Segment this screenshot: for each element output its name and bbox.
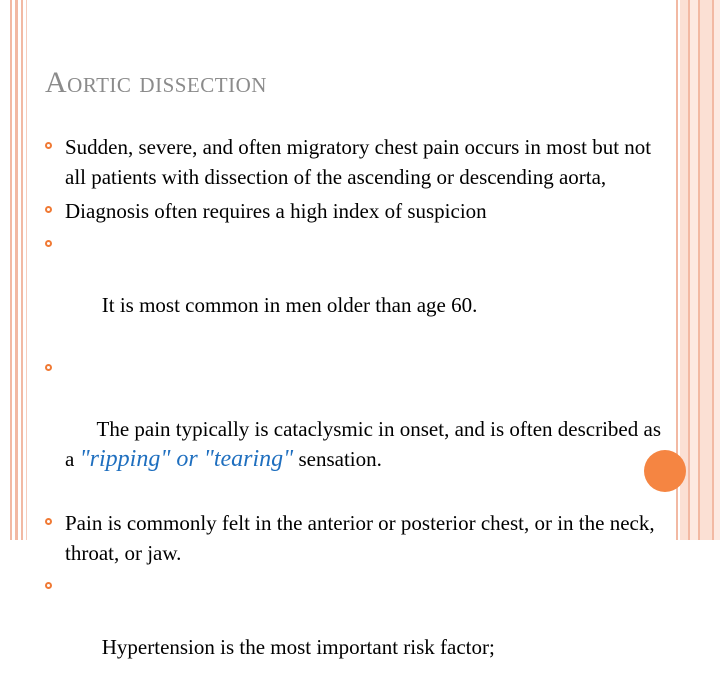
bullet-icon (45, 206, 52, 213)
emphasis-text: "ripping" or "tearing" (79, 446, 294, 472)
bullet-text: Pain is commonly felt in the anterior or posterior chest, or in the neck, throat, or jaw. (65, 511, 655, 565)
bullet-icon (45, 142, 52, 149)
bullet-icon (45, 518, 52, 525)
bullet-icon (45, 582, 52, 589)
bullet-item (44, 508, 664, 568)
slide-title: Aortic dissection (45, 66, 267, 99)
bullet-icon (45, 240, 52, 247)
bullet-text-before: The pain typically is cataclysmic in onset, and is often described as a (65, 417, 667, 471)
bullet-text: Sudden, severe, and often migratory chest pain occurs in most but not all patients with dissection of the ascending or descending aorta, (65, 135, 652, 189)
left-decoration (0, 0, 36, 540)
bullet-item (44, 196, 664, 226)
bullet-text: Diagnosis often requires a high index of suspicion (65, 199, 487, 223)
bullet-text: It is most common in men older than age 60. (96, 293, 478, 317)
bullet-list (44, 132, 667, 696)
accent-circle (644, 450, 686, 492)
bullet-text: Hypertension is the most important risk factor; (96, 635, 495, 659)
bullet-item (44, 230, 664, 350)
bullet-icon (45, 364, 52, 371)
bullet-item (44, 132, 664, 192)
bullet-text-after: sensation. (293, 447, 382, 471)
bullet-item (44, 354, 667, 504)
bullet-item (44, 572, 664, 692)
